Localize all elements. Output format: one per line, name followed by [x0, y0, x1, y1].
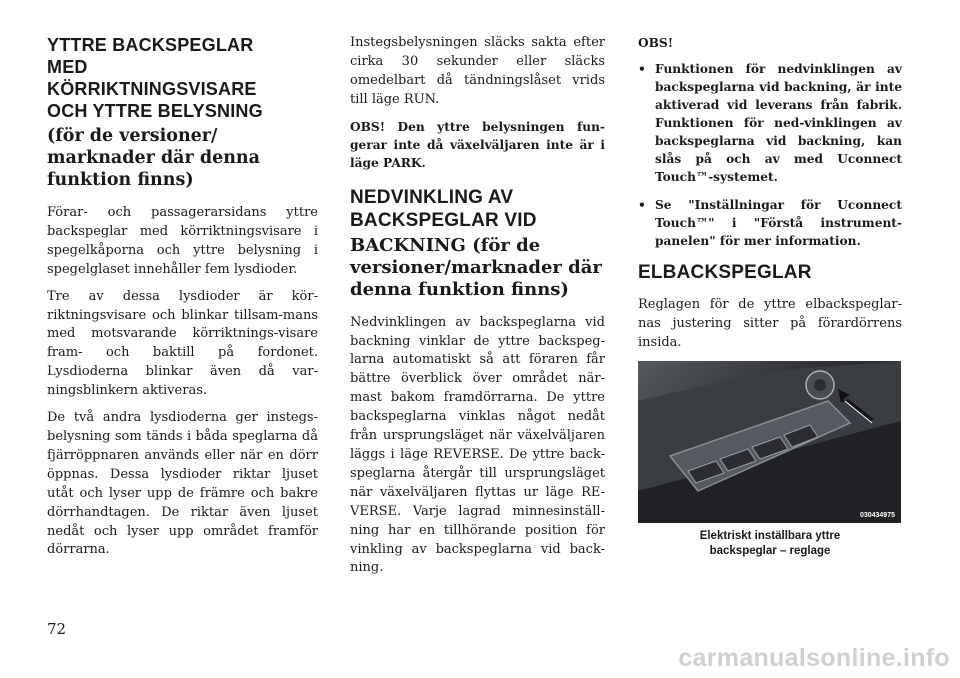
heading-line: BACKSPEGLAR VID	[350, 209, 537, 231]
section-heading-mirror-tilt	[350, 186, 605, 232]
section-subheading: BACKNING (för de versioner/marknader där denna funktion finns)	[350, 234, 602, 300]
paragraph: Nedvinklingen av backspeglarna vid backning vinklar de yttre backspeg-larna automatiskt så att föraren får bättre överblick över området när-mast bakom framdörrarna. De yttre backspeglarna vinklas något nedåt från ursprungsläget när växelväljaren läggs i läge REVERSE. De yttre back-speglarna återgår till ursprungsläget när växelväljaren flyttas ur läge RE-VERSE. Varje lagrad minnesinställ-ning har en tillhörande position för vinkling av backspeglarna vid back-ning.	[350, 314, 605, 576]
door-panel-illustration	[638, 361, 901, 523]
note: OBS! Den yttre belysningen fun-gerar inte då växelväljaren inte är i läge PARK.	[350, 119, 605, 170]
middle-column	[350, 34, 605, 586]
bullet-list	[638, 60, 902, 250]
watermark: carmanualsonline.info	[678, 644, 950, 672]
section-heading-power-mirrors: ELBACKSPEGLAR	[638, 262, 812, 283]
list-item-text: Se "Inställningar för Uconnect Touch™" i "Förstå instrument-panelen" för mer information.	[655, 198, 902, 248]
heading-line: NEDVINKLING AV	[350, 186, 514, 208]
section-heading-outer-mirrors	[47, 34, 318, 122]
door-controls-photo	[638, 361, 901, 523]
bullet-icon: •	[638, 198, 646, 212]
paragraph: Förar- och passagerarsidans yttre backspeglar med körriktningsvisare i spegelkåporna och yttre belysning i spegelglaset innehåller fem lysdioder.	[47, 205, 318, 277]
left-column	[47, 34, 318, 568]
list-item	[638, 196, 902, 250]
note-label: OBS!	[638, 36, 674, 50]
right-column	[638, 34, 902, 559]
paragraph: Reglagen för de yttre elbackspeglar-nas justering sitter på förardörrens insida.	[638, 297, 902, 350]
figure-caption: Elektriskt inställbara yttre backspeglar – reglage	[699, 529, 841, 557]
paragraph: Tre av dessa lysdioder är kör-riktningsvisare och blinkar tillsam-mans med motsvarande körriktnings-visare fram- och baktill på fordonet. Lysdioderna blinkar även då var-ningsblinkern aktiveras.	[47, 288, 318, 399]
heading-line: MED	[47, 57, 88, 77]
list-item	[638, 60, 902, 186]
paragraph: Instegsbelysningen släcks sakta efter cirka 30 sekunder eller släcks omedelbart då tändningslåset vrids till läge RUN.	[350, 35, 605, 107]
image-code: 030434975	[859, 511, 895, 519]
bullet-icon: •	[638, 62, 646, 76]
page-number: 72	[47, 620, 67, 638]
list-item-text: Funktionen för nedvinklingen av backspeglarna vid backning, är inte aktiverad vid leverans från fabrik. Funktionen för ned-vinklingen av backspeglarna vid backning, kan slås på och av med Uconnect Touch™-systemet.	[655, 62, 902, 184]
section-subheading: (för de versioner/ marknader där denna funktion finns)	[47, 126, 260, 190]
heading-line: YTTRE BACKSPEGLAR	[47, 35, 254, 55]
paragraph: De två andra lysdioderna ger instegs-belysning som tänds i båda speglarna då fjärröppnaren används eller när en dörr öppnas. Dessa lysdioder riktar ljuset utåt och lyser upp de främre och bakre dörrhandtagen. De riktar även ljuset nedåt och lyser upp området framför dörrarna.	[47, 410, 318, 558]
heading-line: KÖRRIKTNINGSVISARE	[47, 79, 257, 99]
heading-line: OCH YTTRE BELYSNING	[47, 101, 263, 121]
